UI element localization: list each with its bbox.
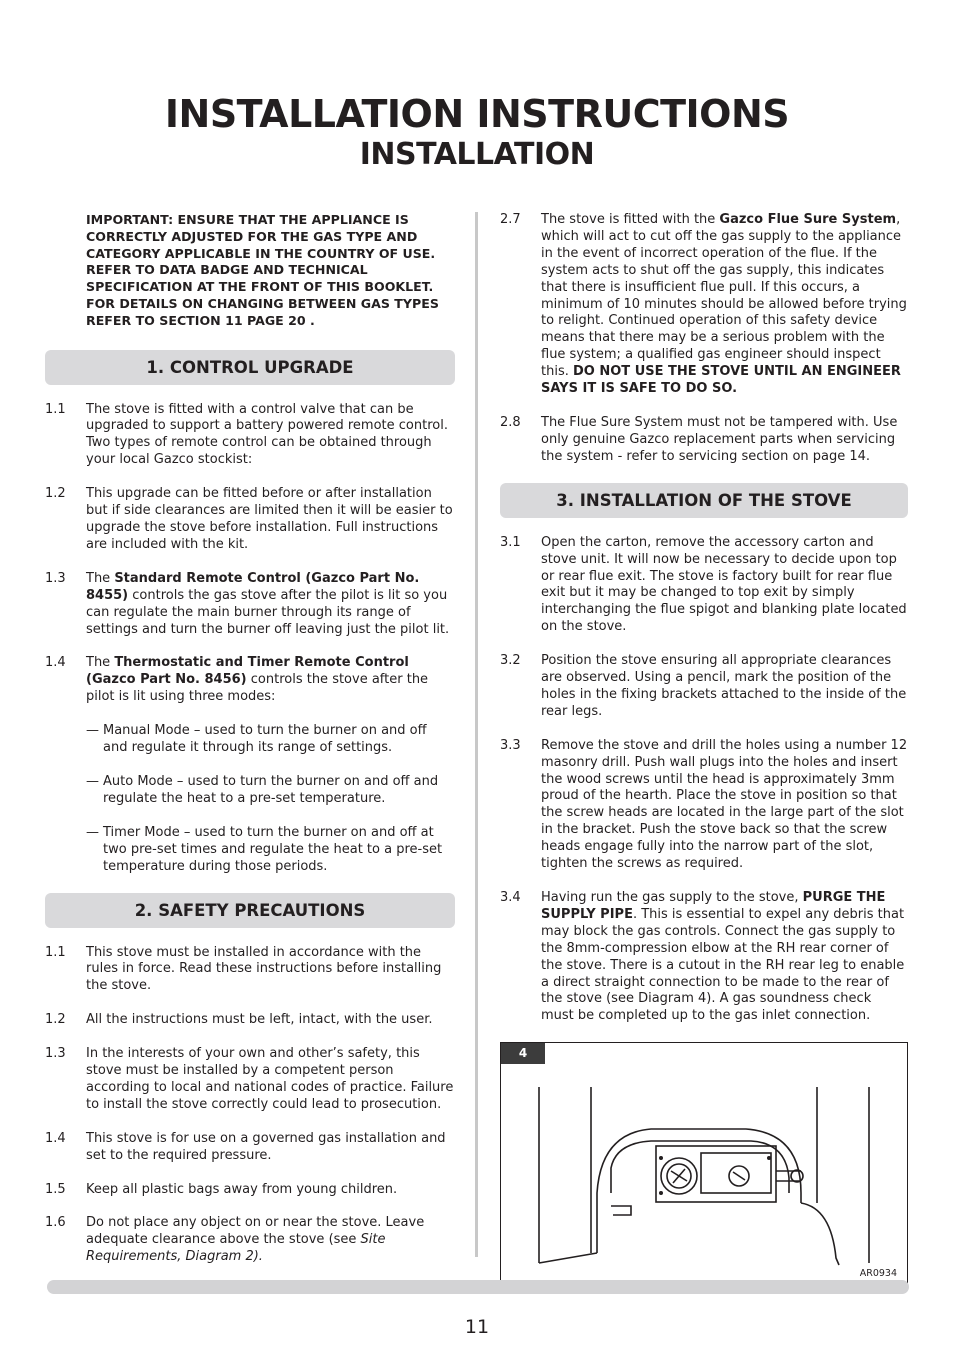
item-bold-text: Thermostatic and Timer Remote Control (Gazco Part No. 8456): [86, 655, 409, 688]
item-text: The: [86, 570, 115, 586]
item-text: In the interests of your own and other’s safety, this stove must be installed by a competent person according to local and national codes of practice. Failure to install the stove correctly could lead to prosecution.: [86, 1046, 454, 1112]
item-number: 1.1: [45, 401, 66, 417]
item-text: The stove is fitted with a control valve that can be upgraded to support a battery powered remote control. Two types of remote control can be obtained through your local Gazco stockist:: [86, 401, 448, 468]
left-column: [45, 212, 455, 1283]
diagram-number-label: 4: [501, 1043, 545, 1064]
item-text: , which will act to cut off the gas supply to the appliance in the event of incorrect operation of the flue. If the system acts to shut off the gas supply, this indicates that there is insufficient flue pull. If this occurs, a minimum of 10 minutes should be allowed before trying to relight. Continued operation of this safety device means that there may be a serious problem with the flue system; a qualified gas engineer should inspect this.: [541, 212, 907, 380]
mode-item-auto: [45, 774, 455, 808]
item-text: Do not place any object on or near the stove. Leave adequate clearance above the stove (see: [86, 1215, 425, 1248]
list-item: [45, 1012, 455, 1029]
right-column: [500, 212, 908, 1290]
item-number: 2.8: [500, 414, 521, 430]
list-item: [500, 415, 908, 466]
list-item: [500, 890, 908, 1025]
item-number: 3.4: [500, 890, 521, 905]
page-subtitle: INSTALLATION: [359, 137, 595, 172]
list-item: [45, 571, 455, 639]
item-number: 1.1: [45, 944, 66, 960]
item-number: 2.7: [500, 212, 521, 227]
item-number: 1.3: [45, 1046, 66, 1062]
list-item: [45, 402, 455, 470]
item-text: The stove is fitted with the: [541, 212, 720, 227]
diagram-4: [500, 1042, 908, 1290]
list-item: [45, 1131, 455, 1165]
section-heading-safety-precautions: 2. SAFETY PRECAUTIONS: [45, 893, 455, 928]
mode-item-timer: [45, 825, 455, 876]
item-text: controls the gas stove after the pilot is lit so you can regulate the main burner through its range of settings and turn the burner off leaving just the pilot lit.: [86, 587, 450, 637]
mode-text: Manual Mode – used to turn the burner on and off and regulate it through its range of settings.: [103, 723, 427, 756]
section-heading-installation-of-stove: 3. INSTALLATION OF THE STOVE: [500, 483, 908, 518]
column-divider: [475, 212, 478, 1257]
list-item: [45, 486, 455, 554]
item-number: 1.4: [45, 1130, 66, 1146]
item-text: All the instructions must be left, intact, with the user.: [86, 1012, 433, 1028]
item-text: Remove the stove and drill the holes using a number 12 masonry drill. Push wall plugs into the holes and insert the wood screws until the head is approximately 3mm proud of the hearth. Place the stove in position so that the screw heads are located in the large part of the slot in the bracket. Push the stove back so that the screw heads engage fully into the narrow part of the slot, tighten the screws as required.: [541, 737, 908, 872]
item-text: Keep all plastic bags away from young children.: [86, 1181, 398, 1197]
item-bold-text: DO NOT USE THE STOVE UNTIL AN ENGINEER SAYS IT IS SAFE TO DO SO.: [541, 364, 901, 397]
list-item: [45, 1215, 455, 1266]
list-item: [500, 653, 908, 721]
item-text: . This is essential to expel any debris that may block the gas controls. Connect the gas supply to the 8mm-compression elbow at the RH rear corner of the stove. There is a cutout in the RH rear leg to enable a direct straight connection to be made to the rear of the stove (see Diagram 4). A gas soundness check must be completed up to the gas inlet connection.: [541, 906, 905, 1024]
item-text: The: [86, 655, 115, 671]
item-number: 1.4: [45, 655, 66, 671]
item-text: The Flue Sure System must not be tampered with. Use only genuine Gazco replacement parts when servicing the system - refer to servicing section on page 14.: [541, 414, 898, 464]
footer-bar: [47, 1280, 909, 1294]
item-number: 1.2: [45, 1012, 66, 1028]
dash: —: [86, 723, 99, 739]
item-number: 1.2: [45, 486, 66, 502]
item-italic-text: Site Requirements, Diagram 2).: [86, 1232, 386, 1265]
item-number: 1.6: [45, 1215, 66, 1231]
mode-text: Auto Mode – used to turn the burner on and off and regulate the heat to a pre-set temperature.: [103, 773, 439, 806]
list-item: [45, 655, 455, 706]
item-number: 1.5: [45, 1181, 66, 1197]
item-bold-text: PURGE THE SUPPLY PIPE: [541, 890, 886, 922]
item-text: This upgrade can be fitted before or after installation but if side clearances are limited then it will be easier to upgrade the stove before installation. Full instructions are included with the kit.: [86, 486, 453, 552]
item-text: Position the stove ensuring all appropriate clearances are observed. Using a pencil, mark the position of the holes in the fixing brackets attached to the inside of the rear legs.: [541, 653, 907, 719]
list-item: [45, 1046, 455, 1114]
item-text: This stove is for use on a governed gas installation and set to the required pressure.: [86, 1130, 446, 1163]
dash: —: [86, 824, 99, 840]
item-number: 3.3: [500, 737, 521, 753]
item-text: Having run the gas supply to the stove,: [541, 890, 803, 905]
page-number: 11: [464, 1316, 490, 1338]
diagram-reference-code: AR0934: [859, 1268, 897, 1280]
section-heading-control-upgrade: 1. CONTROL UPGRADE: [45, 350, 455, 385]
page-title: INSTALLATION INSTRUCTIONS: [164, 92, 790, 136]
item-number: 3.1: [500, 534, 521, 550]
item-number: 1.3: [45, 570, 66, 586]
mode-item-manual: [45, 723, 455, 757]
item-bold-text: Gazco Flue Sure System: [719, 212, 897, 227]
item-bold-text: Standard Remote Control (Gazco Part No. 8455): [86, 570, 420, 603]
list-item: [500, 535, 908, 636]
item-number: 3.2: [500, 653, 521, 669]
stove-rear-illustration: [501, 1043, 907, 1289]
item-text: controls the stove after the pilot is lit using three modes:: [86, 672, 429, 705]
item-text: Open the carton, remove the accessory carton and stove unit. It will now be necessary to decide upon top or rear flue exit. The stove is factory built for rear flue exit but it may be changed to top exit by simply interchanging the flue spigot and blanking plate located on the stove.: [541, 534, 907, 635]
mode-text: Timer Mode – used to turn the burner on and off at two pre-set times and regulate the heat to a pre-set temperature during those periods.: [103, 824, 443, 874]
list-item: [45, 945, 455, 996]
list-item: [500, 212, 908, 398]
list-item: [45, 1182, 455, 1199]
important-notice: IMPORTANT: ENSURE THAT THE APPLIANCE IS CORRECTLY ADJUSTED FOR THE GAS TYPE AND CATEGORY APPLICABLE IN THE COUNTRY OF USE. REFER TO DATA BADGE AND TECHNICAL SPECIFICATION AT THE FRONT OF THIS BOOKLET. FOR DETAILS ON CHANGING BETWEEN GAS TYPES REFER TO SECTION 11 PAGE 20 .: [86, 212, 439, 328]
list-item: [500, 738, 908, 873]
item-text: This stove must be installed in accordance with the rules in force. Read these instructions before installing the stove.: [86, 944, 442, 994]
dash: —: [86, 773, 99, 789]
